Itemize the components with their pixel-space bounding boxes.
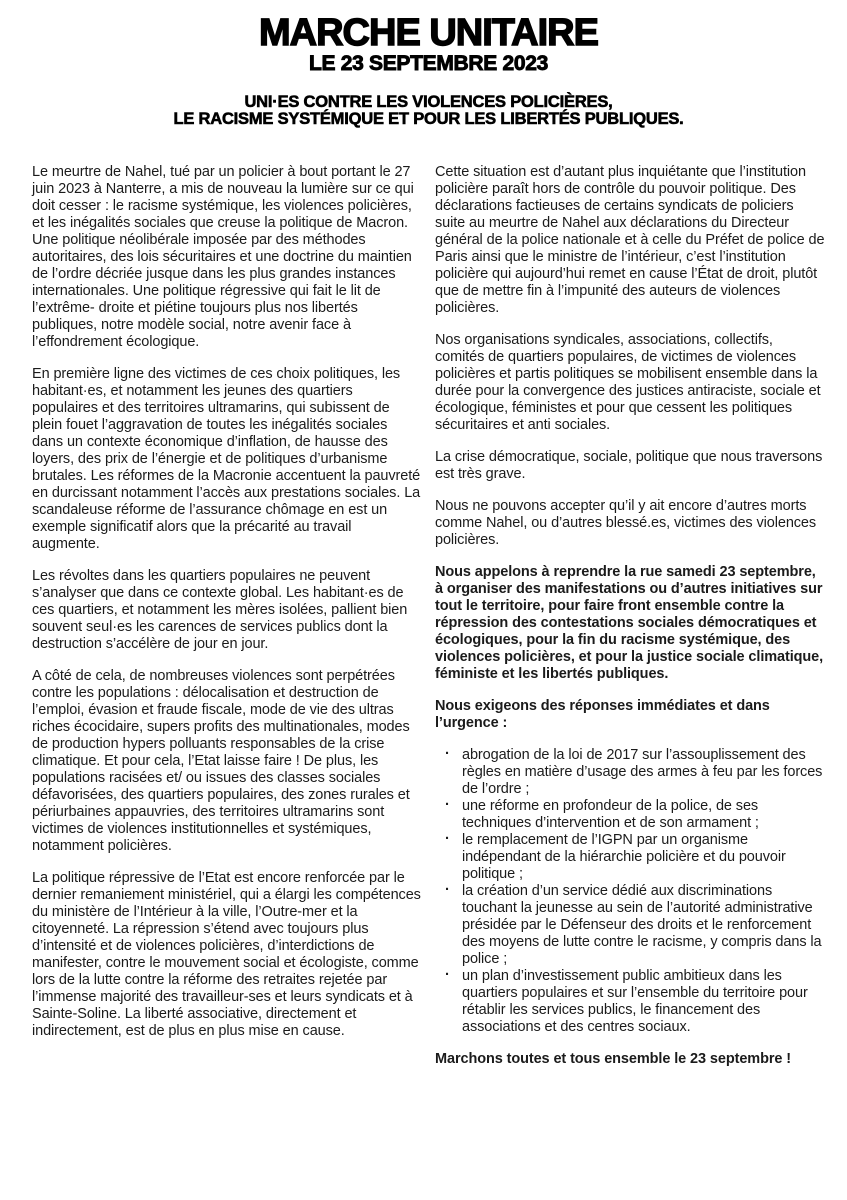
- body-columns: [32, 164, 825, 1068]
- subtitle-line-1: UNI·ES CONTRE LES VIOLENCES POLICIÈRES,: [244, 93, 613, 112]
- paragraph-situation-inquietante: Cette situation est d’autant plus inquiétante que l’institution policière paraît hors de contrôle du pouvoir politique. Des déclarations factieuses de certains syndicats de policiers suite au meurtre de Nahel aux déclarations du Directeur général de la police nationale et à celle du Préfet de police de Paris ainsi que le ministre de l’intérieur, c’est l’institution policière qui aujourd’hui remet en cause l’État de droit, plutôt que de mettre fin à l’impunité des auteurs de violences policières.: [435, 164, 825, 317]
- demand-item-abrogation-loi-2017: · abrogation de la loi de 2017 sur l’assouplissement des règles en matière d’usage des armes à feu par les forces de l’ordre ;: [435, 747, 825, 798]
- demand-item-remplacement-igpn: · le remplacement de l’IGPN par un organisme indépendant de la hiérarchie policière et du pouvoir politique ;: [435, 832, 825, 883]
- paragraph-nahel-murder: Le meurtre de Nahel, tué par un policier à bout portant le 27 juin 2023 à Nanterre, a mis de nouveau la lumière sur ce qui doit cesser : le racisme systémique, les violences policières, et les inégalités sociales que creuse la politique de Macron. Une politique néolibérale imposée par des méthodes autoritaires, des lois sécuritaires et une doctrine du maintien de l’ordre décriée jusque dans les plus grandes instances internationales. Une politique régressive qui fait le lit de l’extrême- droite et piétine toujours plus nos libertés publiques, notre modèle social, notre avenir face à l’effondrement écologique.: [32, 164, 414, 351]
- paragraph-politique-repressive: La politique répressive de l’Etat est encore renforcée par le dernier remaniement ministériel, qui a élargi les compétences du ministère de l’Intérieur à la ville, l’Outre-mer et la citoyenneté. La répression s’étend avec toujours plus d’intensité et de violences policières, d’interdictions de manifester, contre le mouvement social et écologiste, comme lors de la lutte contre la réforme des retraites rejetée par l’immense majorité des travailleur-ses et leurs syndicats et à Sainte-Soline. La liberté associative, directement et indirectement, est de plus en plus mise en cause.: [32, 870, 421, 1040]
- paragraph-crise-democratique: La crise démocratique, sociale, politique que nous traversons est très grave.: [435, 449, 823, 483]
- flyer-date: LE 23 SEPTEMBRE 2023: [308, 52, 549, 75]
- call-to-action: Nous appelons à reprendre la rue samedi 23 septembre, à organiser des manifestations ou d’autres initiatives sur tout le territoire, pour faire front ensemble contre la répression des contestations sociales démocratiques et écologiques, pour la fin du racisme systémique, des violences policières, et pour la justice sociale climatique, féministe et les libertés publiques.: [435, 564, 824, 683]
- flyer-subtitle: [32, 94, 825, 128]
- flyer-header: [32, 14, 825, 128]
- demand-item-service-discriminations: · la création d’un service dédié aux discriminations touchant la jeunesse au sein de l’autorité administrative présidée par le Défenseur des droits et le renforcement des moyens de lutte contre le racisme, y compris dans la police ;: [435, 883, 825, 968]
- paragraph-organisations-mobilisees: Nos organisations syndicales, associations, collectifs, comités de quartiers populaires, de victimes de violences policières et partis politiques se mobilisent ensemble dans la durée pour la convergence des justices antiraciste, sociale et écologique, féministes et pour que cessent les politiques sécuritaires et anti sociales.: [435, 332, 821, 434]
- closing-slogan: Marchons toutes et tous ensemble le 23 septembre !: [435, 1051, 791, 1068]
- paragraph-revoltes-quartiers: Les révoltes dans les quartiers populaires ne peuvent s’analyser que dans ce contexte global. Les habitant·es de ces quartiers, et notamment les mères isolées, pallient bien souvent seul·es les carences de services publics dont la destruction s’accélère de jour en jour.: [32, 568, 408, 653]
- demand-item-plan-investissement: · un plan d’investissement public ambitieux dans les quartiers populaires et sur l’ensemble du territoire pour rétablir les services publics, le financement des associations et des centres sociaux.: [435, 968, 825, 1036]
- left-column: [32, 164, 422, 1068]
- flyer-title: MARCHE UNITAIRE: [259, 12, 598, 54]
- paragraph-first-victims: En première ligne des victimes de ces choix politiques, les habitant·es, et notamment les jeunes des quartiers populaires et des territoires ultramarins, qui subissent de plein fouet l’aggravation de toutes les inégalités sociales dans un contexte économique d’inflation, de hausse des loyers, des prix de l’énergie et de politiques d’urbanisme brutales. Les réformes de la Macronie accentuent la pauvreté en durcissant notamment l’accès aux prestations sociales. La scandaleuse réforme de l’assurance chômage en est un exemple significatif alors que la précarité au travail augmente.: [32, 366, 421, 553]
- demand-item-reforme-police: · une réforme en profondeur de la police, de ses techniques d’intervention et de son armament ;: [435, 798, 825, 832]
- subtitle-line-2: LE RACISME SYSTÉMIQUE ET POUR LES LIBERTÉS PUBLIQUES.: [173, 110, 684, 129]
- right-column: [435, 164, 825, 1068]
- paragraph-violences-populations: A côté de cela, de nombreuses violences sont perpétrées contre les populations : délocalisation et destruction de l’emploi, évasion et fraude fiscale, mode de vie des ultras riches écocidaire, supers profits des multinationales, modes de production hypers polluants responsables de la crise climatique. Et pour cela, l’Etat laisse faire ! De plus, les populations racisées et/ ou issues des classes sociales défavorisées, des quartiers populaires, des zones rurales et périurbaines appauvries, des territoires ultramarins sont victimes de violences institutionnelles et systémiques, notamment policières.: [32, 668, 410, 855]
- paragraph-pas-d-autres-morts: Nous ne pouvons accepter qu’il y ait encore d’autres morts comme Nahel, ou d’autres blessé.es, victimes des violences policières.: [435, 498, 817, 549]
- demands-list: [435, 747, 825, 1036]
- demands-heading: Nous exigeons des réponses immédiates et dans l’urgence :: [435, 698, 770, 732]
